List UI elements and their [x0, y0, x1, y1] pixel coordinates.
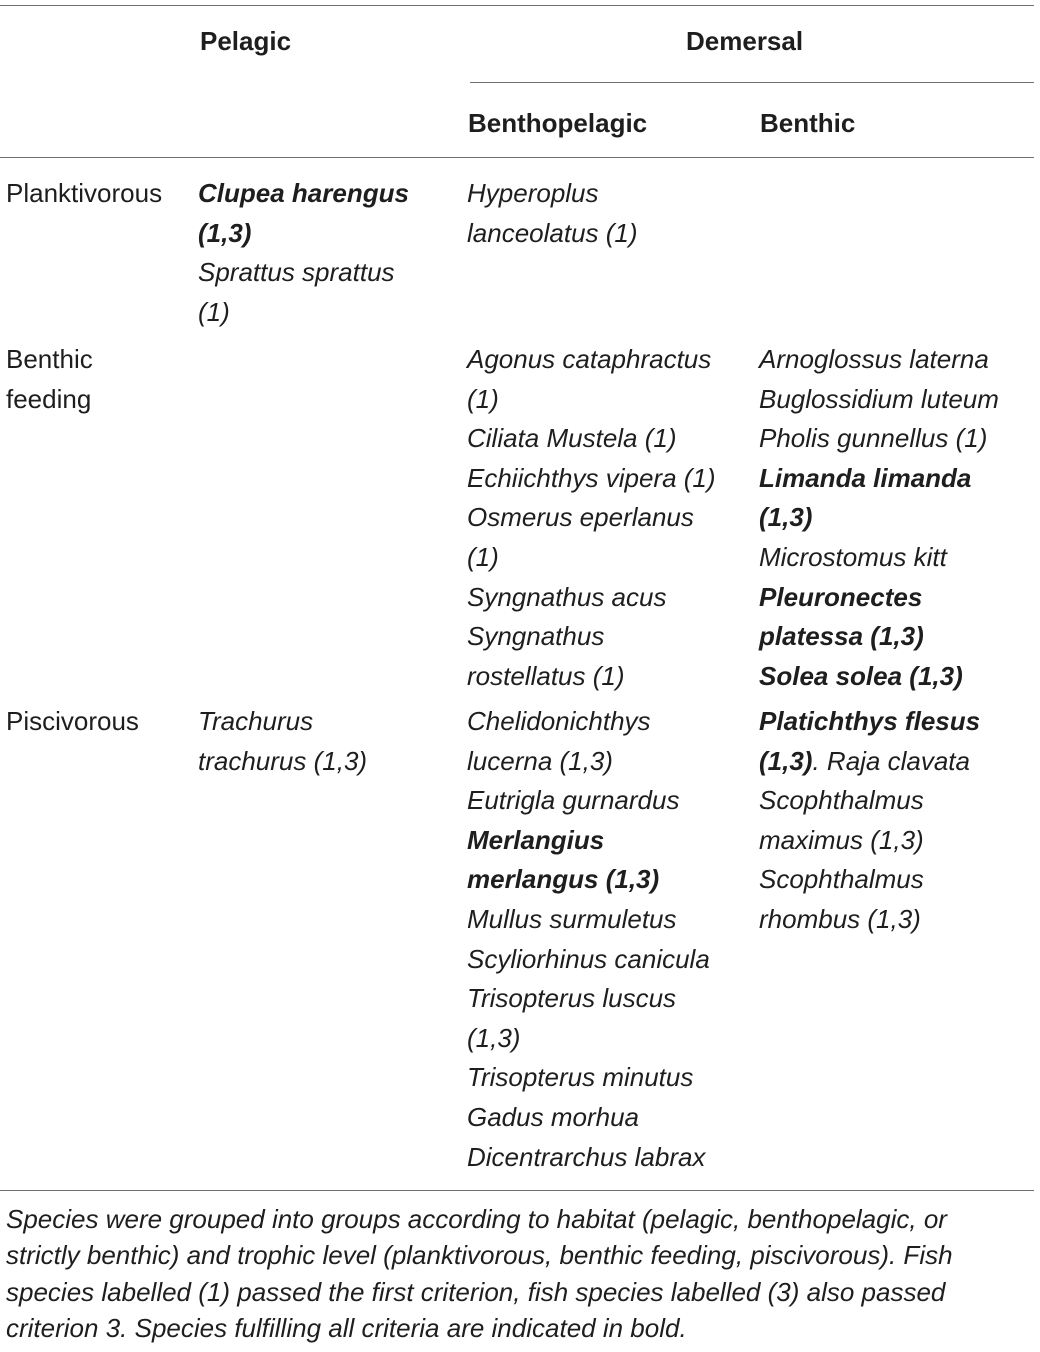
species-line: (1) — [467, 541, 499, 572]
species-line: Chelidonichthys — [467, 706, 651, 736]
footnote-line: species labelled (1) passed the first criterion, fish species labelled (3) also passed — [6, 1276, 946, 1307]
species-line: Trachurus — [198, 706, 314, 736]
row-label-line: Benthic — [6, 344, 93, 374]
footnote-line: criterion 3. Species fulfilling all criteria are indicated in bold. — [6, 1313, 687, 1344]
species-line: rostellatus (1) — [467, 660, 625, 691]
species-line: Buglossidium luteum — [759, 383, 999, 414]
species-line: (1,3) — [759, 502, 813, 533]
species-line: Syngnathus acus — [467, 581, 667, 612]
species-line: lanceolatus (1) — [467, 217, 638, 248]
header-demersal: Demersal — [686, 26, 804, 56]
cell-piscivorous-benthic — [759, 702, 980, 940]
species-line — [759, 742, 980, 782]
species-suffix: . Raja clavata — [812, 745, 970, 776]
species-line: (1) — [467, 383, 499, 414]
species-line: platessa (1,3) — [759, 621, 924, 652]
cell-benthic-feeding-benthic — [759, 340, 999, 696]
table-footnote — [6, 1201, 1040, 1347]
species-line: Microstomus kitt — [759, 541, 947, 572]
species-line: Ciliata Mustela (1) — [467, 423, 677, 454]
species-line: Solea solea (1,3) — [759, 660, 963, 691]
species-line: Agonus cataphractus — [467, 344, 712, 374]
species-line: Sprattus sprattus — [198, 257, 395, 288]
species-line: Syngnathus — [467, 621, 605, 652]
species-line: Gadus morhua — [467, 1101, 639, 1132]
species-line: Clupea harengus — [198, 178, 409, 208]
header-pelagic: Pelagic — [200, 26, 292, 56]
cell-piscivorous-benthopelagic — [467, 702, 710, 1177]
header-bottom-rule — [0, 157, 1034, 158]
species-line: lucerna (1,3) — [467, 745, 613, 776]
species-line: merlangus (1,3) — [467, 864, 660, 895]
cell-benthic-feeding-benthopelagic — [467, 340, 716, 696]
species-line: Arnoglossus laterna — [759, 344, 989, 374]
species-line: Scophthalmus — [759, 864, 924, 895]
row-label-planktivorous — [6, 174, 162, 214]
species-line: (1,3) — [467, 1022, 521, 1053]
cell-planktivorous-pelagic — [198, 174, 409, 332]
header-benthopelagic: Benthopelagic — [468, 108, 648, 138]
demersal-underline — [470, 82, 1034, 83]
species-line: (1) — [198, 296, 230, 327]
species-line: Merlangius — [467, 824, 605, 855]
table-bottom-rule — [0, 1190, 1034, 1191]
species-line: rhombus (1,3) — [759, 903, 921, 934]
species-line: Trisopterus minutus — [467, 1062, 694, 1093]
species-line: Platichthys flesus — [759, 706, 981, 736]
species-line: Pholis gunnellus (1) — [759, 423, 988, 454]
species-line: Dicentrarchus labrax — [467, 1141, 706, 1172]
species-line: Pleuronectes — [759, 581, 923, 612]
cell-piscivorous-pelagic — [198, 702, 367, 781]
species-line: Limanda limanda — [759, 462, 972, 493]
footnote-line: Species were grouped into groups according to habitat (pelagic, benthopelagic, or — [6, 1204, 947, 1234]
row-label-line: Piscivorous — [6, 706, 139, 736]
species-line: maximus (1,3) — [759, 824, 924, 855]
row-label-piscivorous — [6, 702, 139, 742]
cell-planktivorous-benthopelagic — [467, 174, 638, 253]
species-line: Mullus surmuletus — [467, 903, 677, 934]
species-bold-part: (1,3) — [759, 745, 813, 776]
species-line: Echiichthys vipera (1) — [467, 462, 716, 493]
row-label-line: feeding — [6, 383, 92, 414]
footnote-line: strictly benthic) and trophic level (planktivorous, benthic feeding, piscivorous). Fish — [6, 1240, 953, 1271]
species-line: Osmerus eperlanus — [467, 502, 694, 533]
species-line: Eutrigla gurnardus — [467, 785, 680, 816]
species-line: (1,3) — [198, 217, 252, 248]
species-line: trachurus (1,3) — [198, 745, 368, 776]
species-line: Scyliorhinus canicula — [467, 943, 710, 974]
row-label-benthic-feeding — [6, 340, 93, 419]
species-line: Trisopterus luscus — [467, 983, 677, 1014]
species-line: Scophthalmus — [759, 785, 924, 816]
species-line: Hyperoplus — [467, 178, 599, 208]
top-rule — [0, 5, 1034, 6]
row-label-line: Planktivorous — [6, 178, 163, 208]
header-benthic: Benthic — [760, 108, 856, 138]
